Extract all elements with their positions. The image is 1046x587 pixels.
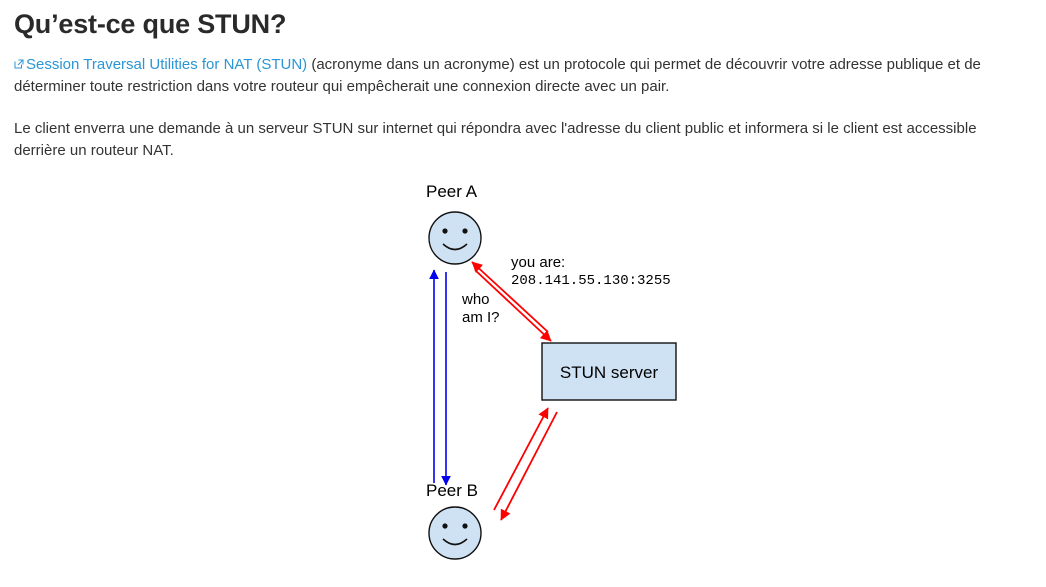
document-body <box>0 8 1046 580</box>
paragraph-intro <box>14 54 1032 98</box>
stun-diagram <box>14 180 1046 580</box>
peer-a-avatar <box>429 212 481 264</box>
stun-spec-link-label: Session Traversal Utilities for NAT (STUN) <box>26 55 308 73</box>
arrow-server-to-peer-b <box>501 412 557 520</box>
arrow-peer-b-to-server <box>494 408 548 510</box>
stun-server-label: STUN server <box>559 362 659 382</box>
external-link-icon <box>14 59 24 69</box>
answer-address: 208.141.55.130:3255 <box>511 272 671 289</box>
question-line-2: am I? <box>462 308 500 326</box>
peer-a-label: Peer A <box>426 181 478 201</box>
paragraph-client: Le client enverra une demande à un serveur STUN sur internet qui répondra avec l'adresse du client public et informera si le client est accessible derrière un routeur NAT. <box>14 119 977 159</box>
stun-diagram-figure <box>14 180 1046 580</box>
answer-line-1: you are: <box>511 253 566 271</box>
stun-server-box <box>542 343 676 400</box>
paragraph-intro-rest: (acronyme dans un acronyme) est un protocole qui permet de découvrir votre adresse publique et de déterminer toute restriction dans votre routeur qui empêcherait une connexion directe avec un pair. <box>14 55 981 95</box>
question-line-1: who <box>462 290 490 308</box>
peer-b-label: Peer B <box>426 480 478 500</box>
peer-b-avatar <box>429 507 481 559</box>
stun-spec-link[interactable] <box>14 56 307 73</box>
page-title: Qu’est-ce que STUN? <box>14 9 287 39</box>
